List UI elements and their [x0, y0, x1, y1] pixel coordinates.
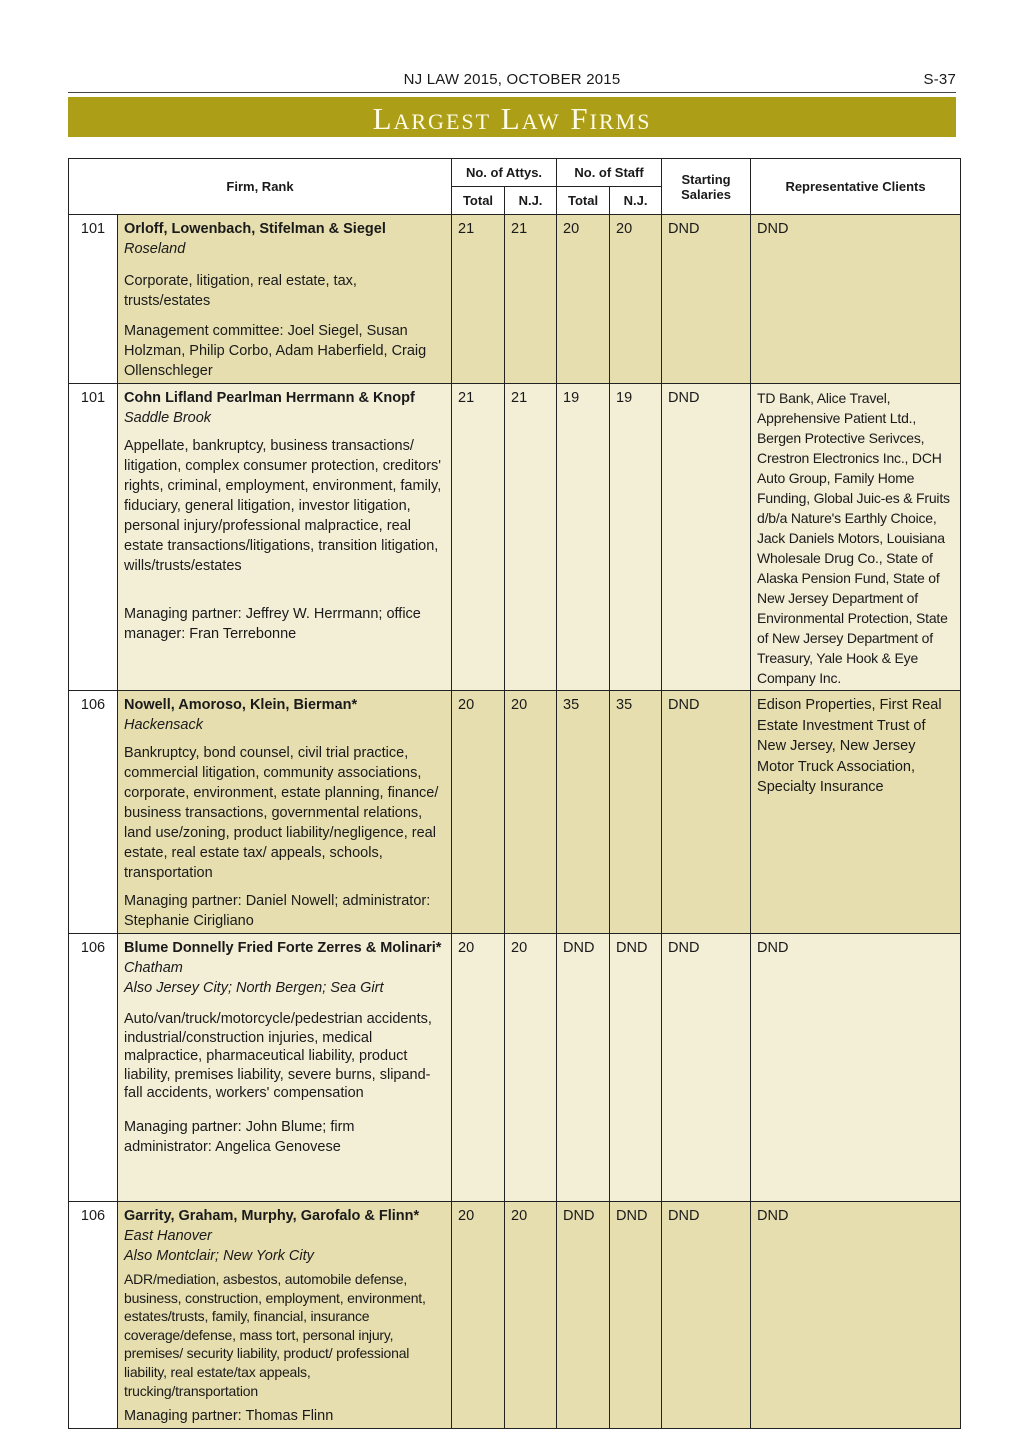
col-header-staff-total: Total	[557, 187, 610, 215]
firm-rank: 101	[69, 384, 118, 691]
staff-nj: 35	[610, 691, 662, 934]
staff-total: 35	[557, 691, 610, 934]
attys-nj: 20	[505, 1202, 557, 1429]
firm-details	[118, 934, 452, 1202]
firm-name: Garrity, Graham, Murphy, Garofalo & Flinn*	[124, 1208, 420, 1224]
col-header-staff: No. of Staff	[557, 159, 662, 187]
firm-city: Hackensack	[124, 717, 203, 733]
firm-management: Managing partner: Thomas Flinn	[124, 1408, 334, 1425]
firm-management: Managing partner: Jeffrey W. Herrmann; office manager: Fran Terrebonne	[124, 606, 421, 642]
staff-nj: 20	[610, 215, 662, 384]
practice-areas: Corporate, litigation, real estate, tax, trusts/estates	[124, 273, 357, 309]
staff-total: 20	[557, 215, 610, 384]
law-firms-table	[68, 158, 961, 1429]
col-header-attys-total: Total	[452, 187, 505, 215]
representative-clients: DND	[751, 1202, 961, 1429]
attys-total: 21	[452, 384, 505, 691]
firm-city: Chatham	[124, 960, 183, 976]
firm-name: Blume Donnelly Fried Forte Zerres & Molinari*	[124, 940, 442, 956]
starting-salaries: DND	[662, 1202, 751, 1429]
firm-name: Nowell, Amoroso, Klein, Bierman*	[124, 697, 358, 713]
firm-name: Cohn Lifland Pearlman Herrmann & Knopf	[124, 390, 415, 406]
table-row	[69, 215, 961, 384]
firm-rank: 106	[69, 691, 118, 934]
attys-nj: 20	[505, 691, 557, 934]
table-row	[69, 1202, 961, 1429]
firm-other-offices: Also Montclair; New York City	[124, 1248, 314, 1264]
practice-areas: Bankruptcy, bond counsel, civil trial practice, commercial litigation, community associations, corporate, environment, estate planning, finance/ business transactions, governmental relations, land use/zoning, product liability/negligence, real estate, real estate tax/ appeals, schools, transportation	[124, 745, 439, 881]
firm-details	[118, 1202, 452, 1429]
attys-total: 20	[452, 934, 505, 1202]
page-header	[68, 70, 956, 93]
firm-rank: 106	[69, 1202, 118, 1429]
firm-details	[118, 215, 452, 384]
practice-areas: Auto/van/truck/motorcycle/pedestrian accidents, industrial/construction injuries, medical malpractice, pharmaceutical liability, product liability, premises liability, severe burns, slipand-fall accidents, workers' compensation	[124, 1011, 432, 1102]
attys-nj: 21	[505, 384, 557, 691]
staff-total: DND	[557, 934, 610, 1202]
firm-management: Management committee: Joel Siegel, Susan Holzman, Philip Corbo, Adam Haberfield, Craig Ollenschleger	[124, 323, 427, 379]
attys-total: 20	[452, 1202, 505, 1429]
firm-other-offices: Also Jersey City; North Bergen; Sea Girt	[124, 980, 384, 996]
starting-salaries: DND	[662, 384, 751, 691]
col-header-firm-rank: Firm, Rank	[69, 159, 452, 215]
firm-rank: 101	[69, 215, 118, 384]
table-row	[69, 691, 961, 934]
representative-clients: TD Bank, Alice Travel, Apprehensive Patient Ltd., Bergen Protective Serivces, Crestron Electronics Inc., DCH Auto Group, Family Home Funding, Global Juic-es & Fruits d/b/a Nature's Earthly Choice, Jack Daniels Motors, Louisiana Wholesale Drug Co., State of Alaska Pension Fund, State of New Jersey Department of Environmental Protection, State of New Jersey Department of Treasury, Yale Hook & Eye Company Inc.	[751, 384, 961, 691]
firm-city: Saddle Brook	[124, 410, 212, 426]
firm-city: East Hanover	[124, 1228, 212, 1244]
attys-nj: 20	[505, 934, 557, 1202]
representative-clients: Edison Properties, First Real Estate Investment Trust of New Jersey, New Jersey Motor Truck Association, Specialty Insurance	[751, 691, 961, 934]
starting-salaries: DND	[662, 215, 751, 384]
starting-salaries: DND	[662, 934, 751, 1202]
publication-title: NJ LAW 2015, OCTOBER 2015	[403, 71, 621, 88]
staff-total: DND	[557, 1202, 610, 1429]
staff-nj: DND	[610, 1202, 662, 1429]
attys-total: 21	[452, 215, 505, 384]
firm-city: Roseland	[124, 241, 186, 257]
col-header-staff-nj: N.J.	[610, 187, 662, 215]
staff-total: 19	[557, 384, 610, 691]
staff-nj: DND	[610, 934, 662, 1202]
table-row	[69, 384, 961, 691]
attys-nj: 21	[505, 215, 557, 384]
col-header-salaries: Starting Salaries	[662, 159, 751, 215]
firm-management: Managing partner: John Blume; firm administrator: Angelica Genovese	[124, 1118, 355, 1155]
representative-clients: DND	[751, 934, 961, 1202]
section-banner: Largest Law Firms	[68, 97, 956, 137]
page-number: S-37	[923, 71, 956, 88]
firm-details	[118, 384, 452, 691]
col-header-attys-nj: N.J.	[505, 187, 557, 215]
practice-areas: ADR/mediation, asbestos, automobile defense, business, construction, employment, environment, estates/trusts, family, financial, insurance coverage/defense, mass tort, personal injury, premises/ security liability, product/ professional liability, real estate/tax appeals, trucking/transportation	[124, 1271, 426, 1399]
firm-name: Orloff, Lowenbach, Stifelman & Siegel	[124, 221, 386, 237]
representative-clients: DND	[751, 215, 961, 384]
firm-management: Managing partner: Daniel Nowell; administrator: Stephanie Cirigliano	[124, 893, 431, 929]
col-header-clients: Representative Clients	[751, 159, 961, 215]
practice-areas: Appellate, bankruptcy, business transactions/ litigation, complex consumer protection, creditors' rights, criminal, employment, environment, family, fiduciary, general litigation, investor litigation, personal injury/professional malpractice, real estate transactions/litigations, transition litigation, wills/trusts/estates	[124, 438, 442, 574]
staff-nj: 19	[610, 384, 662, 691]
col-header-attys: No. of Attys.	[452, 159, 557, 187]
table-row	[69, 934, 961, 1202]
attys-total: 20	[452, 691, 505, 934]
starting-salaries: DND	[662, 691, 751, 934]
firm-rank: 106	[69, 934, 118, 1202]
firm-details	[118, 691, 452, 934]
